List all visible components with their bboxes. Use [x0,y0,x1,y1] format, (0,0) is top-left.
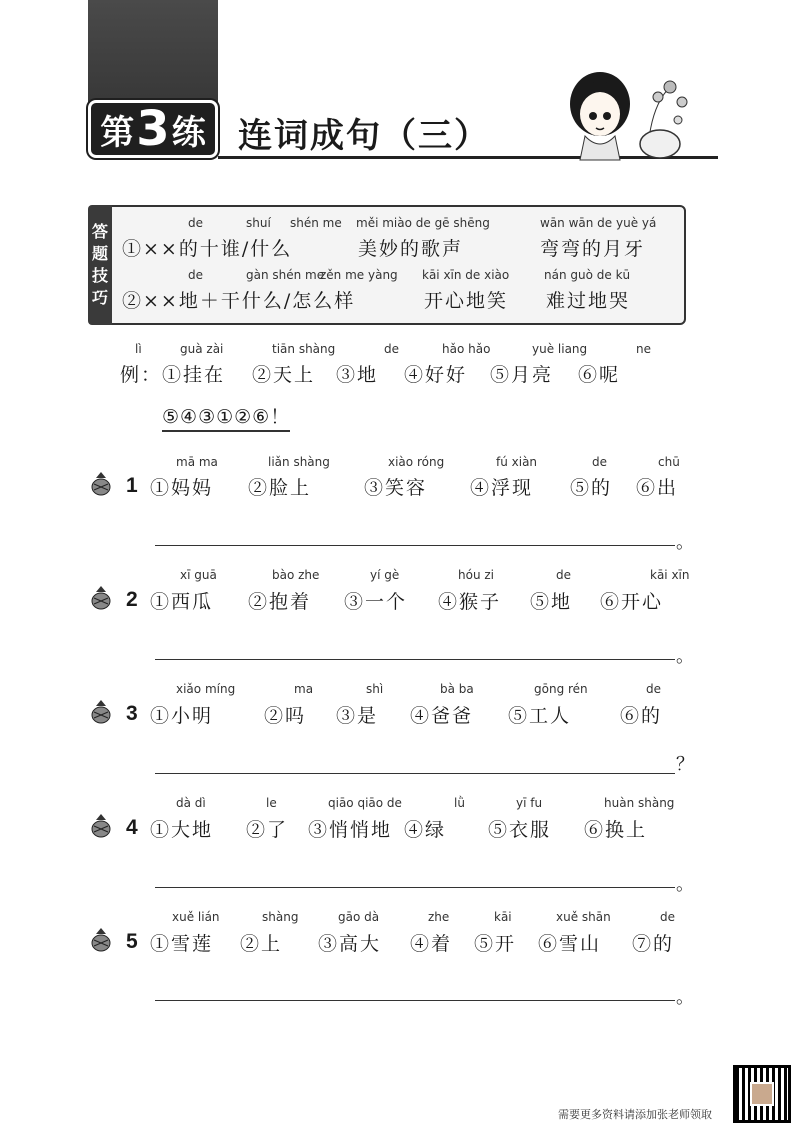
pinyin: de [592,455,607,469]
pinyin: de [556,568,571,582]
pinyin: xiǎo míng [176,682,236,696]
pinyin: ma [294,682,314,696]
word-item: ⑥开心 [600,591,664,613]
pinyin: hǎo hǎo [442,342,491,356]
pinyin: de [188,216,203,230]
tab-char: 技 [91,266,108,285]
answer-line[interactable] [155,659,675,660]
word-item: ①妈妈 [150,477,214,499]
word-item: ②脸上 [248,477,312,499]
pineapple-icon [90,700,112,724]
word-item: ②上 [240,933,283,955]
word-item: ①大地 [150,819,214,841]
example-item: ④好好 [404,364,468,386]
word-item: ⑥出 [636,477,679,499]
example-item: ③地 [336,364,379,386]
tip-rule-1: ①××的十谁/什么 [122,238,293,260]
end-punctuation: 。 [676,987,694,1008]
pinyin: de [660,910,675,924]
pinyin: xuě lián [172,910,220,924]
pinyin: bào zhe [272,568,320,582]
pineapple-icon [90,472,112,496]
tips-tab-label [88,205,112,325]
word-item: ④浮现 [470,477,534,499]
word-item: ②吗 [264,705,307,727]
word-item: ⑤开 [474,933,517,955]
pinyin: de [188,268,203,282]
qr-avatar [750,1082,774,1106]
word-item: ④爸爸 [410,705,474,727]
pinyin: dà dì [176,796,206,810]
word-item: ③悄悄地 [308,819,393,841]
pinyin: liǎn shàng [268,455,330,469]
pinyin: gōng rén [534,682,588,696]
pinyin: nán guò de kū [544,268,631,282]
word-item: ③一个 [344,591,408,613]
answer-line[interactable] [155,1000,675,1001]
pinyin: xuě shān [556,910,611,924]
example-item: ⑤月亮 [490,364,554,386]
pinyin: guà zài [180,342,224,356]
badge-suffix: 练 [171,112,206,153]
word-item: ①西瓜 [150,591,214,613]
pinyin: měi miào de gē shēng [356,216,490,230]
word-item: ③笑容 [364,477,428,499]
tip-example: 弯弯的月牙 [540,238,646,260]
pinyin: chū [658,455,680,469]
word-item: ⑤工人 [508,705,572,727]
word-item: ⑤的 [570,477,613,499]
pinyin: xī guā [180,568,217,582]
pinyin: de [384,342,399,356]
word-item: ⑦的 [632,933,675,955]
pinyin: tiān shàng [272,342,336,356]
pinyin: kāi xīn de xiào [422,268,510,282]
example-item: ①挂在 [162,364,226,386]
word-item: ⑥的 [620,705,663,727]
question-number: 1 [126,474,138,497]
end-punctuation: 。 [676,874,694,895]
pinyin: ne [636,342,651,356]
pineapple-icon [90,586,112,610]
word-item: ③高大 [318,933,382,955]
pinyin: mā ma [176,455,218,469]
end-punctuation: 。 [676,532,694,553]
word-item: ④绿 [404,819,447,841]
badge-prefix: 第 [100,112,135,153]
question-number: 3 [126,702,138,725]
end-punctuation: ？ [676,754,694,775]
word-item: ②抱着 [248,591,312,613]
pinyin: huàn shàng [604,796,675,810]
word-item: ④着 [410,933,453,955]
example-item: ⑥呢 [578,364,621,386]
pinyin: hóu zi [458,568,494,582]
pinyin: kāi [494,910,512,924]
example-label: 例： [120,364,163,386]
end-punctuation: 。 [676,646,694,667]
pinyin: kāi xīn [650,568,690,582]
answer-line[interactable] [155,887,675,888]
footer-note: 需要更多资料请添加张老师领取 [558,1108,712,1121]
pinyin: lǜ [454,796,465,810]
example-item: ②天上 [252,364,316,386]
pinyin: lì [135,342,142,356]
word-item: ③是 [336,705,379,727]
word-item: ⑤地 [530,591,573,613]
example-answer: ⑤④③①②⑥！ [162,402,290,432]
page-title: 连词成句（三） [238,116,490,156]
word-item: ⑤衣服 [488,819,552,841]
pinyin: shàng [262,910,299,924]
word-item: ②了 [246,819,289,841]
lesson-badge [88,100,218,158]
pinyin: yí gè [370,568,400,582]
pinyin: gàn shén me [246,268,325,282]
cartoon-girl-illustration [560,62,695,162]
pinyin: de [646,682,661,696]
pinyin: shuí [246,216,271,230]
pinyin: le [266,796,277,810]
answer-line[interactable] [155,773,675,774]
pinyin: yī fu [516,796,543,810]
tip-example: 美妙的歌声 [358,238,464,260]
tip-example: 难过地哭 [546,290,631,312]
word-item: ⑥换上 [584,819,648,841]
pinyin: xiào róng [388,455,445,469]
question-number: 2 [126,588,138,611]
pineapple-icon [90,814,112,838]
pinyin: yuè liang [532,342,588,356]
question-number: 5 [126,930,138,953]
pinyin: bà ba [440,682,474,696]
pinyin: qiāo qiāo de [328,796,402,810]
word-item: ①小明 [150,705,214,727]
tip-example: 开心地笑 [424,290,509,312]
pinyin: shén me [290,216,342,230]
tab-char: 题 [91,244,108,263]
word-item: ①雪莲 [150,933,214,955]
pinyin: zěn me yàng [320,268,398,282]
pinyin: gāo dà [338,910,380,924]
pinyin: zhe [428,910,450,924]
answer-line[interactable] [155,545,675,546]
pineapple-icon [90,928,112,952]
tip-rule-2: ②××地＋干什么/怎么样 [122,290,356,312]
tab-char: 答 [91,222,108,241]
pinyin: fú xiàn [496,455,538,469]
question-number: 4 [126,816,138,839]
badge-number: 3 [136,101,170,157]
word-item: ④猴子 [438,591,502,613]
word-item: ⑥雪山 [538,933,602,955]
pinyin: shì [366,682,384,696]
tab-char: 巧 [91,288,108,307]
pinyin: wān wān de yuè yá [540,216,657,230]
